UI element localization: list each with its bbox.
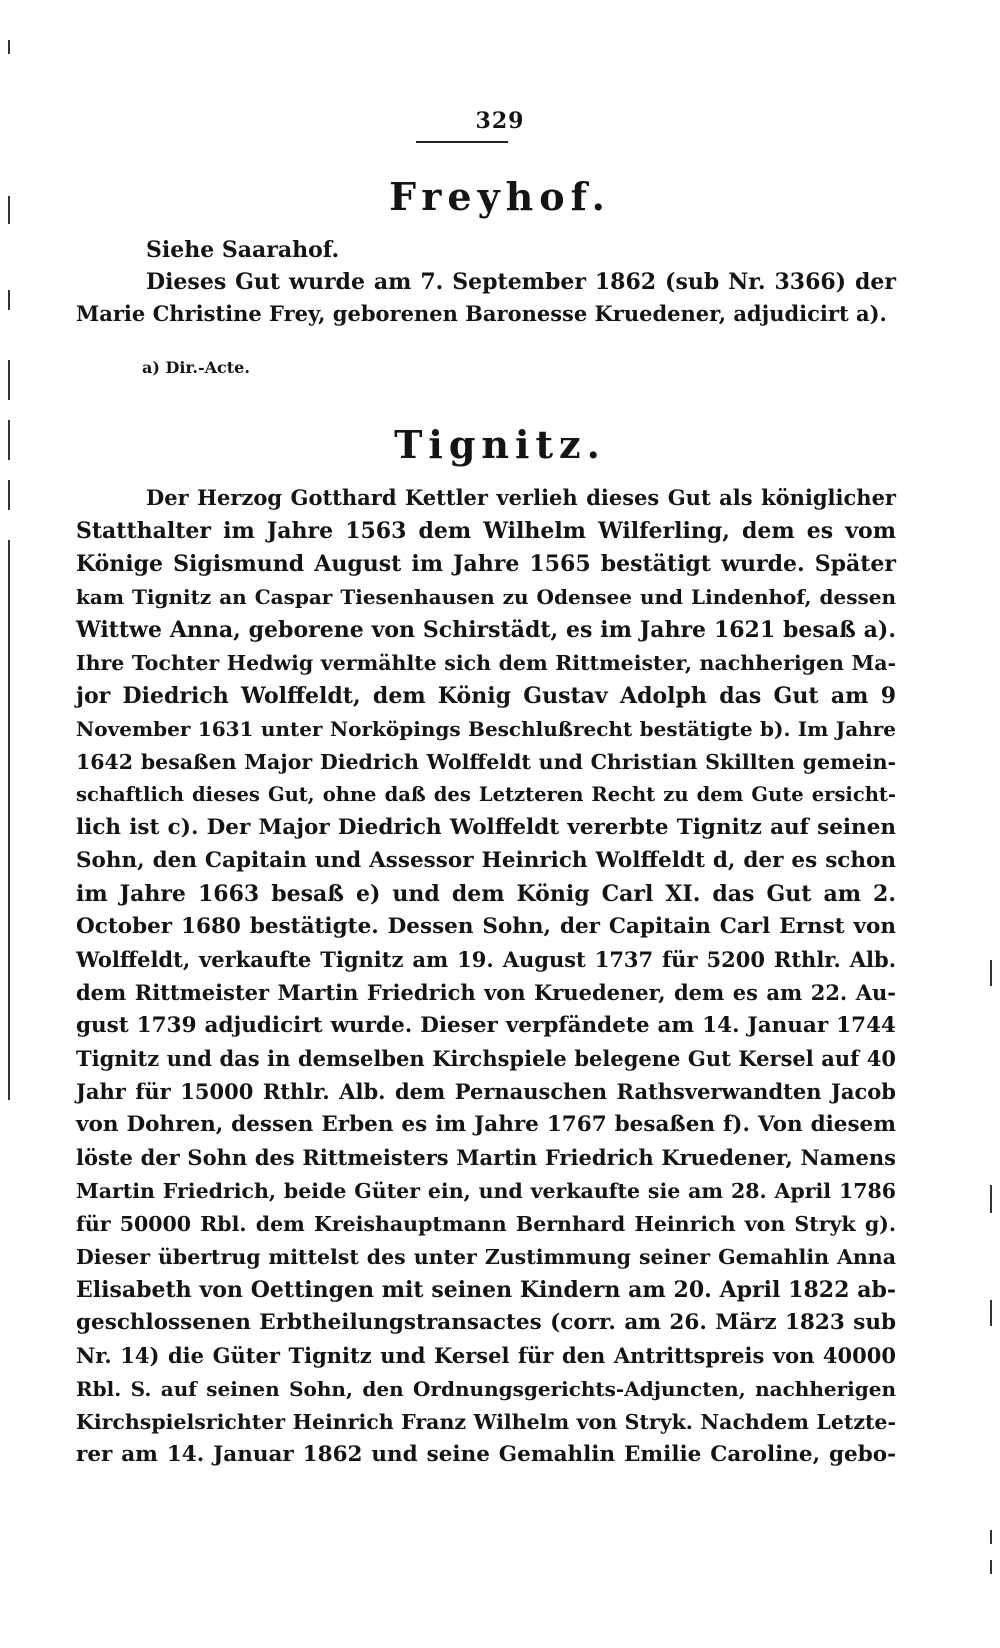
scan-edge-mark — [990, 960, 992, 986]
page-number-rule — [416, 141, 508, 143]
text-line: Martin Friedrich, beide Güter ein, und verkaufte sie am 28. April 1786 — [76, 1179, 896, 1203]
scan-edge-mark — [990, 1185, 992, 1213]
scan-edge-mark — [990, 1560, 992, 1574]
text-line: Tignitz und das in demselben Kirchspiele belegene Gut Kersel auf 40 — [76, 1046, 896, 1071]
scan-edge-mark — [8, 290, 10, 310]
text-line: Kirchspielsrichter Heinrich Franz Wilhelm von Stryk. Nachdem Letzte- — [76, 1410, 896, 1434]
text-line: Sohn, den Capitain und Assessor Heinrich Wolffeldt d, der es schon — [76, 848, 896, 873]
text-line: gust 1739 adjudicirt wurde. Dieser verpfändete am 14. Januar 1744 — [76, 1013, 896, 1038]
text-line: jor Diedrich Wolffeldt, dem König Gustav Adolph das Gut am 9 — [76, 683, 896, 709]
text-line: Ihre Tochter Hedwig vermählte sich dem Rittmeister, nachherigen Ma- — [76, 651, 896, 675]
text-line: Dieser übertrug mittelst des unter Zustimmung seiner Gemahlin Anna — [76, 1245, 896, 1269]
text-line: für 50000 Rbl. dem Kreishauptmann Bernhard Heinrich von Stryk g). — [76, 1212, 896, 1236]
text-line: November 1631 unter Norköpings Beschlußrecht bestätigte b). Im Jahre — [76, 717, 896, 741]
text-line: schaftlich dieses Gut, ohne daß des Letzteren Recht zu dem Gute ersicht- — [76, 783, 896, 806]
scan-edge-mark — [8, 420, 10, 460]
scan-edge-mark — [8, 360, 10, 400]
text-line: 1642 besaßen Major Diedrich Wolffeldt und Christian Skillten gemein- — [76, 750, 896, 774]
text-line: geschlossenen Erbtheilungstransactes (corr. am 26. März 1823 sub — [76, 1310, 896, 1335]
scan-edge-mark — [990, 1530, 992, 1544]
text-line: Nr. 14) die Güter Tignitz und Kersel für den Antrittspreis von 40000 — [76, 1343, 896, 1368]
text-line: Könige Sigismund August im Jahre 1565 bestätigt wurde. Später — [76, 551, 896, 577]
text-line: October 1680 bestätigte. Dessen Sohn, der Capitain Carl Ernst von — [76, 914, 896, 939]
scan-edge-mark — [8, 196, 10, 224]
text-line: Statthalter im Jahre 1563 dem Wilhelm Wilferling, dem es vom — [76, 518, 896, 544]
text-line: Marie Christine Frey, geborenen Baronesse Kruedener, adjudicirt a). — [76, 301, 887, 326]
scan-edge-mark — [8, 540, 10, 1100]
scan-edge-mark — [990, 1300, 992, 1326]
footnote: a) Dir.-Acte. — [142, 358, 250, 377]
text-line: kam Tignitz an Caspar Tiesenhausen zu Odensee und Lindenhof, dessen — [76, 585, 896, 609]
scan-edge-mark — [8, 40, 10, 54]
text-line: Dieses Gut wurde am 7. September 1862 (sub Nr. 3366) der — [146, 269, 896, 295]
text-line: Der Herzog Gotthard Kettler verlieh dieses Gut als königlicher — [146, 485, 896, 510]
text-line: Wittwe Anna, geborene von Schirstädt, es im Jahre 1621 besaß a). — [76, 617, 896, 643]
scan-edge-mark — [8, 480, 10, 510]
text-line: lich ist c). Der Major Diedrich Wolffeldt vererbte Tignitz auf seinen — [76, 815, 896, 840]
section-title-freyhof: Freyhof. — [389, 174, 611, 219]
text-line: im Jahre 1663 besaß e) und dem König Carl XI. das Gut am 2. — [76, 881, 896, 907]
text-line: Siehe Saarahof. — [146, 237, 340, 263]
text-line: Elisabeth von Oettingen mit seinen Kindern am 20. April 1822 ab- — [76, 1277, 896, 1303]
page-number: 329 — [475, 108, 525, 134]
text-line: dem Rittmeister Martin Friedrich von Kruedener, dem es am 22. Au- — [76, 980, 896, 1005]
text-line: Jahr für 15000 Rthlr. Alb. dem Pernauschen Rathsverwandten Jacob — [76, 1079, 896, 1104]
section-title-tignitz: Tignitz. — [394, 422, 606, 467]
text-line: Rbl. S. auf seinen Sohn, den Ordnungsgerichts-Adjuncten, nachherigen — [76, 1377, 896, 1401]
text-line: rer am 14. Januar 1862 und seine Gemahlin Emilie Caroline, gebo- — [76, 1442, 896, 1467]
text-line: löste der Sohn des Rittmeisters Martin Friedrich Kruedener, Namens — [76, 1145, 896, 1170]
text-line: Wolffeldt, verkaufte Tignitz am 19. August 1737 für 5200 Rthlr. Alb. — [76, 947, 896, 972]
text-line: von Dohren, dessen Erben es im Jahre 1767 besaßen f). Von diesem — [76, 1112, 896, 1137]
